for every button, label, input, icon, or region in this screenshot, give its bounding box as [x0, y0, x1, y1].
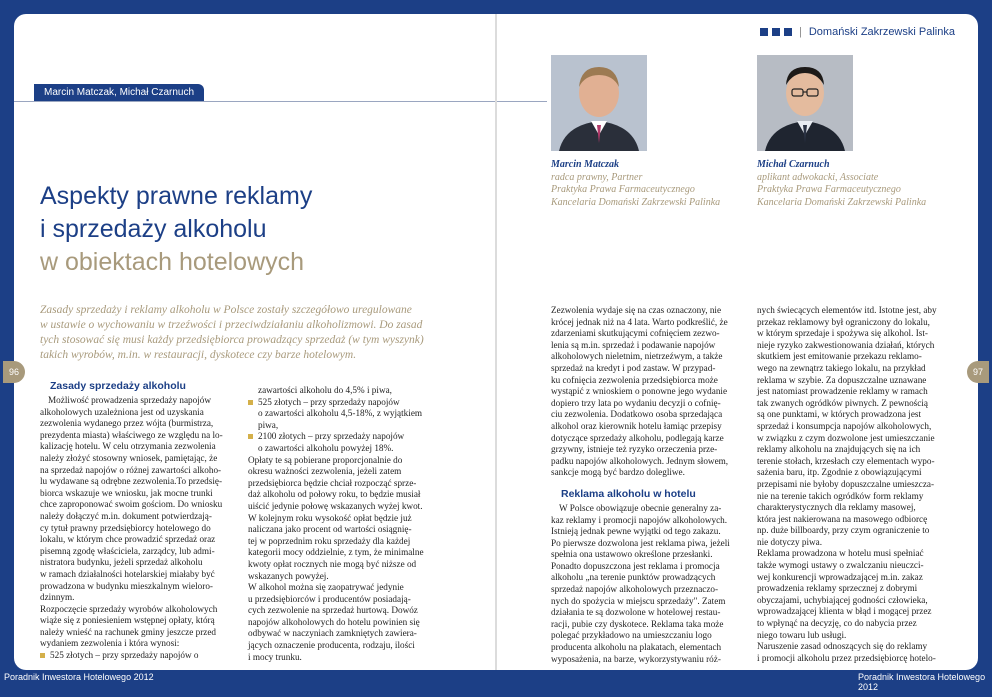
text-line: zawartości alkoholu do 4,5% i piwa,	[258, 385, 392, 395]
text-line: kwoty opłat rocznych nie mogą być niższe od	[248, 558, 417, 569]
author-practice: Praktyka Prawa Farmaceutycznego	[757, 184, 901, 195]
text-line: wystąpić z wnioskiem o ponowne jego wydanie	[551, 386, 728, 397]
text-line: grzywny, istnieje też ryzyko orzeczenia prze-	[551, 444, 718, 455]
text-line: W Polsce obowiązuje obecnie generalny za-	[559, 502, 722, 513]
text-line: Po pierwsze dozwolona jest reklama piwa, jeżeli	[551, 537, 730, 548]
authors-bar: Marcin Matczak, Michał Czarnuch	[34, 84, 204, 101]
text-line: wydaniem zezwolenia i która wynosi:	[40, 638, 180, 649]
title-line-2: i sprzedaży alkoholu	[40, 215, 267, 243]
text-line: i promocji alkoholu przez przedsiębiorcę hotelo-	[757, 652, 936, 663]
text-line: reklama w szybie. Za dopuszczalne uznawane	[757, 374, 927, 385]
text-line: lenia są m.in. sprzedaż i podawanie napojów	[551, 339, 716, 350]
text-line: piwa,	[258, 419, 279, 430]
text-line: o zawartości alkoholu 4,5-18%, z wyjątkiem	[258, 408, 423, 419]
text-line: spełnia ona ustawowo określone przesłanki.	[551, 549, 713, 560]
brand-square-icon	[784, 28, 792, 36]
text-line: u przedsiębiorców i producentów posiadają-	[248, 593, 411, 604]
lead-line: takich wyrobów, m.in. w restauracji, dyskotece czy barze hotelowym.	[40, 349, 357, 361]
section-heading-advertising: Reklama alkoholu w hotelu	[561, 487, 696, 500]
text-line: chce zaproponować swoim gościom. Do wniosku	[40, 499, 223, 510]
author-firm: Kancelaria Domański Zakrzewski Palinka	[757, 196, 927, 208]
text-line: prowadzona w budynku mieszkalnym wieloro-	[40, 580, 213, 591]
text-line: charakterystycznych dla reklamy masowej,	[757, 502, 916, 513]
text-line: alkoholowych uzależniona jest od uzyskania	[40, 406, 204, 417]
text-line: wego na zewnątrz takiego lokalu, na przykład	[757, 362, 926, 373]
text-line: daż alkoholu od połowy roku, to będzie musiał	[248, 489, 421, 500]
text-line: W alkohol można się zaopatrywać jedynie	[248, 582, 404, 593]
author-photo-czarnuch	[757, 55, 853, 151]
text-line: zezwolenia wydanego przez wójta (burmistrza,	[40, 418, 214, 429]
text-line: jest natomiast prowadzenie reklamy w ramach	[757, 386, 928, 397]
text-line: sprzedaż i konsumpcja napojów alkoholowych,	[757, 420, 932, 431]
text-line: ciu zezwolenia. Dodatkowo osoba sprzedająca	[551, 409, 723, 420]
text-line: Zezwolenia wydaje się na czas oznaczony, nie	[551, 305, 722, 315]
header-rule	[14, 101, 495, 102]
text-line: Opłaty te są pobierane proporcjonalnie do	[248, 454, 403, 465]
brand-square-icon	[760, 28, 768, 36]
text-line: przedsiębiorca będzie chciał rozpocząć sprze-	[248, 477, 417, 488]
text-line: producenta alkoholu na plakatach, elementach	[551, 642, 722, 653]
brand-separator: |	[799, 26, 802, 38]
author-caption-czarnuch	[757, 159, 926, 209]
text-line: sprzedaż napojów alkoholowych przeznaczo-	[551, 584, 719, 595]
text-line: tej w poprzednim roku sprzedaży dla każdej	[248, 535, 411, 546]
bullet-item: 525 złotych – przy sprzedaży napojów o	[40, 650, 223, 662]
section-heading-sales: Zasady sprzedaży alkoholu	[50, 380, 186, 392]
text-line: odbywać w naczyniach zamkniętych zawiera-	[248, 628, 417, 639]
lead-line: w ustawie o wychowaniu w trzeźwości i przeciwdziałaniu alkoholizmowi. Do zasad	[40, 319, 423, 331]
text-line: naliczana jako procent od wartości osiągnię-	[248, 524, 412, 535]
text-line: W kolejnym roku wysokość opłat będzie już	[248, 512, 412, 523]
text-line: racji, pubie czy dyskotece. Reklama taka może	[551, 618, 724, 629]
text-line: wyposażenia, na barze, wykorzystywaniu róż-	[551, 653, 721, 664]
text-line: nych do spożycia w miejscu sprzedaży". Zatem	[551, 595, 726, 606]
text-line: jących oznaczenie producenta, rodzaju, ilości	[248, 640, 415, 651]
text-line: padku napojów alkoholowych. Jednym słowem,	[551, 455, 729, 466]
text-line: wskazanych powyżej.	[248, 570, 329, 581]
text-line: kaz reklamy i promocji napojów alkoholowych.	[551, 514, 728, 525]
text-line: polegać przykładowo na umieszczaniu logo	[551, 630, 712, 641]
author-caption-matczak	[551, 159, 720, 209]
text-line: są one punktami, w których prowadzona jest	[757, 409, 922, 420]
title-line-1: Aspekty prawne reklamy	[40, 182, 313, 210]
text-line: pisemną zgodę właściciela, zarządcy, lub admi-	[40, 545, 215, 556]
page-number-right: 97	[967, 361, 989, 383]
text-line: prezydenta miasta) właściwego ze względu na lo-	[40, 429, 223, 440]
lead-paragraph	[40, 303, 460, 363]
brand-header	[760, 26, 955, 38]
text-line: wiąże się z poniesieniem wstępnej opłaty, którą	[40, 615, 215, 626]
text-line: np. duże billboardy, przy czym ograniczenie to	[757, 525, 930, 536]
text-line: to wpłynąć na decyzję, co do nabycia przez	[757, 618, 917, 629]
text-line: w związku z czym dozwolone jest umieszczanie	[757, 432, 935, 443]
text-line: napojów alkoholowych do hotelu powinien się	[248, 616, 420, 627]
text-line: która jest nakierowana na masowego odbiorcę	[757, 513, 928, 524]
text-line: sprzedaż na kredyt i pod zastaw. W przypad-	[551, 362, 716, 373]
column-2	[248, 385, 424, 663]
column-1	[40, 380, 223, 662]
page-number-left: 96	[3, 361, 25, 383]
page-gutter	[495, 14, 497, 670]
text-line: Możliwość prowadzenia sprzedaży napojów	[48, 395, 212, 405]
author-name: Marcin Matczak	[551, 159, 620, 170]
text-line: lokalu, w którym chce prowadzić sprzedaż oraz	[40, 534, 216, 545]
article-title	[40, 180, 480, 279]
text-line: w którym sprzedaje i spożywa się alkohol. Ist-	[757, 328, 928, 339]
text-line: wej konkurencji wprowadzającej m.in. zakaz	[757, 571, 923, 582]
text-line: dzinnym.	[40, 592, 75, 603]
text-line: należy dołączyć m.in. dokument potwierdzają-	[40, 510, 212, 521]
text-line: działania te są dozwolone w hotelowej restau-	[551, 607, 721, 618]
text-line: kategorii mocy oddzielnie, z tym, że minimalne	[248, 547, 424, 558]
text-line: uiścić jedynie połowę wskazanych wyżej kwot.	[248, 500, 423, 511]
text-line: należy wnieść na rachunek gminy jeszcze przed	[40, 626, 217, 637]
text-line: reklamy alkoholu na znajdujących się na ich	[757, 444, 921, 455]
column-4	[757, 305, 937, 664]
text-line: i mocy trunku.	[248, 651, 302, 662]
text-line: lu wydawane są odrębne zezwolenia.To przedsię-	[40, 476, 223, 487]
text-line: dotyczące sprzedaży alkoholu, podlegają karze	[551, 432, 724, 443]
text-line: Rozpoczęcie sprzedaży wyrobów alkoholowych	[40, 603, 218, 614]
text-line: nistratora budynku, jeżeli sprzedaż alkoholu	[40, 557, 203, 568]
text-line: terenie stołach, krzesłach czy elementach wypo-	[757, 455, 935, 466]
text-line: sażenia baru, itp. Zgodnie z obowiązującymi	[757, 467, 922, 478]
text-line: krócej jednak niż na 4 lata. Warto podkreślić, że	[551, 316, 728, 327]
lead-line: tych stosować się musi każdy przedsiębiorca prowadzący sprzedaż (w tym wyszynk)	[40, 334, 424, 346]
text-line: Istnieją jednak pewne wyjątki od tego zakazu.	[551, 526, 721, 537]
text-line: Naruszenie zasad odnoszących się do reklamy	[757, 641, 928, 652]
text-line: prowadzenia reklamy sprzecznej z dobrymi	[757, 583, 918, 594]
lead-line: Zasady sprzedaży i reklamy alkoholu w Polsce zostały szczegółowo uregulowane	[40, 304, 412, 316]
text-line: sankcje mogą być bardzo dolegliwe.	[551, 467, 685, 478]
bullet-item: 2100 złotych – przy sprzedaży napojów	[248, 431, 424, 443]
text-line: w ramach działalności hotelarskiej miałaby być	[40, 568, 215, 579]
text-line: cy tytuł prawny przedsiębiorcy hotelowego do	[40, 522, 211, 533]
bullet-item: 525 złotych – przy sprzedaży napojów	[248, 397, 424, 409]
text-line: dopiero trzy lata po wydaniu decyzji o cofnię-	[551, 397, 721, 408]
text-line: nych świecących elementów itd. Istotne jest, aby	[757, 305, 937, 315]
text-line: okresu ważności zezwolenia, jeżeli zatem	[248, 466, 402, 477]
author-role: aplikant adwokacki, Associate	[757, 171, 879, 183]
brand-name: Domański Zakrzewski Palinka	[808, 26, 955, 38]
text-line: ku cofnięcia zezwolenia przedsiębiorca może	[551, 374, 718, 385]
text-line: alkoholowych nieletnim, nietrzeźwym, a także	[551, 351, 723, 362]
author-name: Michał Czarnuch	[757, 159, 830, 170]
author-role: radca prawny, Partner	[551, 171, 643, 183]
text-line: kalizację hotelu. W celu otrzymania zezwolenia	[40, 441, 216, 452]
text-line: zdarzeniami skutkującymi cofnięciem zezwo-	[551, 328, 720, 339]
text-line: cych zezwolenie na sprzedaż hurtową. Dowóz	[248, 605, 418, 616]
text-line: nie dotyczy piwa.	[757, 536, 823, 547]
text-line: niego towaru lub usługi.	[757, 629, 847, 640]
author-firm: Kancelaria Domański Zakrzewski Palinka	[551, 196, 721, 208]
text-line: należy złożyć stosowny wniosek, pamiętając, że	[40, 452, 218, 463]
text-line: o zawartości alkoholu powyżej 18%.	[258, 442, 394, 453]
column-3	[551, 305, 730, 665]
author-practice: Praktyka Prawa Farmaceutycznego	[551, 184, 695, 195]
brand-square-icon	[772, 28, 780, 36]
text-line: wprowadzającej klienta w błąd i mogącej przez	[757, 606, 932, 617]
text-line: biorca wskazuje we wniosku, jak mocne trunki	[40, 487, 213, 498]
footer-left: Poradnik Inwestora Hotelowego 2012	[4, 672, 154, 682]
text-line: przekaz reklamowy był ograniczony do lokalu,	[757, 316, 930, 327]
text-line: Ponadto dopuszczona jest reklama i promocja	[551, 560, 720, 571]
text-line: obyczajami, uchybiającej godności człowieka,	[757, 594, 928, 605]
text-line: na sprzedaż napojów o różnej zawartości alkoho-	[40, 464, 222, 475]
text-line: nie na terenie takich ogródków form reklamy	[757, 490, 924, 501]
text-line: alkohol oraz kierownik hotelu łamiąc przepisy	[551, 420, 722, 431]
text-line: także wymogi ustawy o zwalczaniu nieuczci-	[757, 560, 924, 571]
text-line: Reklama prowadzona w hotelu musi spełniać	[757, 548, 924, 559]
text-line: nieje ryzyko zakwestionowania działań, których	[757, 339, 935, 350]
text-line: tak zwanych ogródków piwnych. Z pewnością	[757, 397, 928, 408]
header-rule-right	[497, 101, 547, 102]
text-line: alkoholu „na terenie punktów prowadzących	[551, 572, 716, 583]
footer-right: Poradnik Inwestora Hotelowego 2012	[858, 672, 986, 692]
author-photo-matczak	[551, 55, 647, 151]
text-line: skutkiem jest emitowanie przekazu reklamo-	[757, 351, 922, 362]
title-line-3: w obiektach hotelowych	[40, 248, 305, 276]
text-line: przepisami nie byłoby dopuszczalne umieszcza-	[757, 478, 935, 489]
